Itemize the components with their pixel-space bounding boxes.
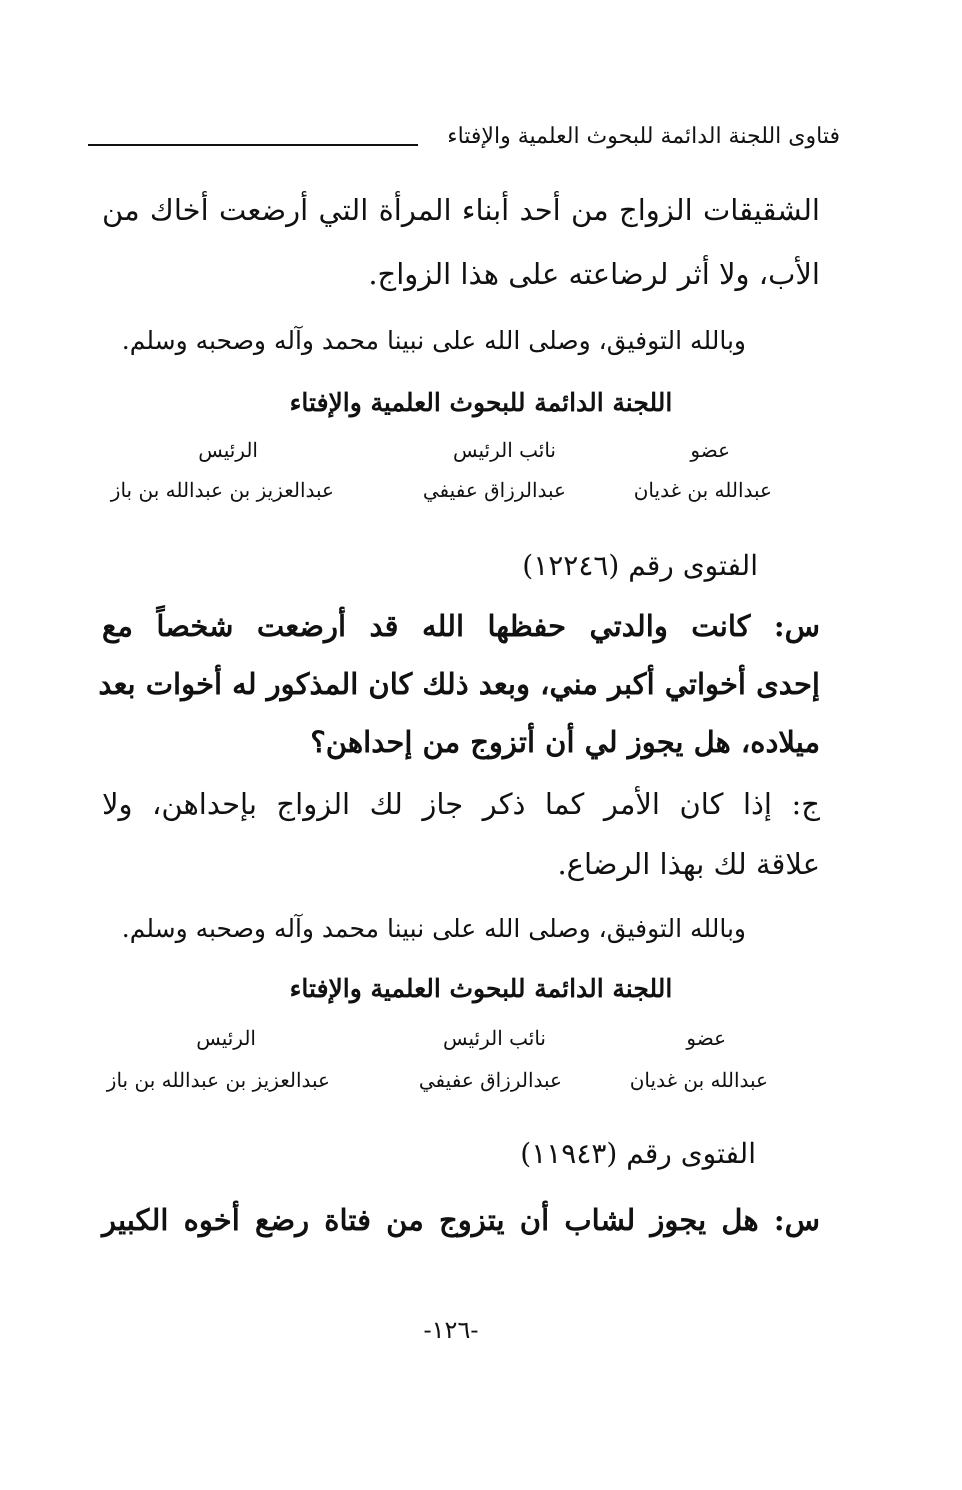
signatory-role-president: الرئيس [196,1026,256,1050]
signatory-role-member: عضو [686,1026,726,1050]
question-line: س: هل يجوز لشاب أن يتزوج من فتاة رضع أخوه الكبير [102,1203,820,1237]
question-line: س: كانت والدتي حفظها الله قد أرضعت شخصاً مع [102,609,820,643]
question-line: ميلاده، هل يجوز لي أن أتزوج من إحداهن؟ [310,725,820,759]
closing-formula: وبالله التوفيق، وصلى الله على نبينا محمد وآله وصحبه وسلم. [121,326,746,355]
signatory-name-president: عبدالعزيز بن عبدالله بن باز [106,1068,330,1092]
fatwa-heading: الفتوى رقم (١٢٢٤٦) [522,549,758,582]
committee-title: اللجنة الدائمة للبحوث العلمية والإفتاء [289,388,673,417]
signatory-name-member: عبدالله بن غديان [633,478,772,502]
closing-formula: وبالله التوفيق، وصلى الله على نبينا محمد وآله وصحبه وسلم. [121,914,746,943]
fatwa-heading: الفتوى رقم (١١٩٤٣) [520,1137,756,1170]
running-header-title: فتاوى اللجنة الدائمة للبحوث العلمية والإفتاء [447,124,840,149]
signatory-name-member: عبدالله بن غديان [629,1068,768,1092]
paragraph-line: الأب، ولا أثر لرضاعته على هذا الزواج. [368,257,820,291]
signatory-role-member: عضو [690,438,730,462]
page-number: -١٢٦- [423,1316,479,1344]
question-line: إحدى أخواتي أكبر مني، وبعد ذلك كان المذكور له أخوات بعد [98,667,820,701]
signatory-name-vice-president: عبدالرزاق عفيفي [418,1068,562,1092]
signatory-name-president: عبدالعزيز بن عبدالله بن باز [110,478,334,502]
signatory-role-vice-president: نائب الرئيس [442,1026,546,1050]
signatory-name-vice-president: عبدالرزاق عفيفي [422,478,566,502]
header-rule [88,144,418,146]
paragraph-line: الشقيقات الزواج من أحد أبناء المرأة التي أرضعت أخاك من [102,193,820,227]
running-header [88,124,840,160]
signatory-role-vice-president: نائب الرئيس [452,438,556,462]
committee-title: اللجنة الدائمة للبحوث العلمية والإفتاء [289,974,673,1003]
signatory-role-president: الرئيس [198,438,258,462]
answer-line: ج: إذا كان الأمر كما ذكر جاز لك الزواج بإحداهن، ولا [102,787,820,821]
answer-line: علاقة لك بهذا الرضاع. [557,847,820,881]
